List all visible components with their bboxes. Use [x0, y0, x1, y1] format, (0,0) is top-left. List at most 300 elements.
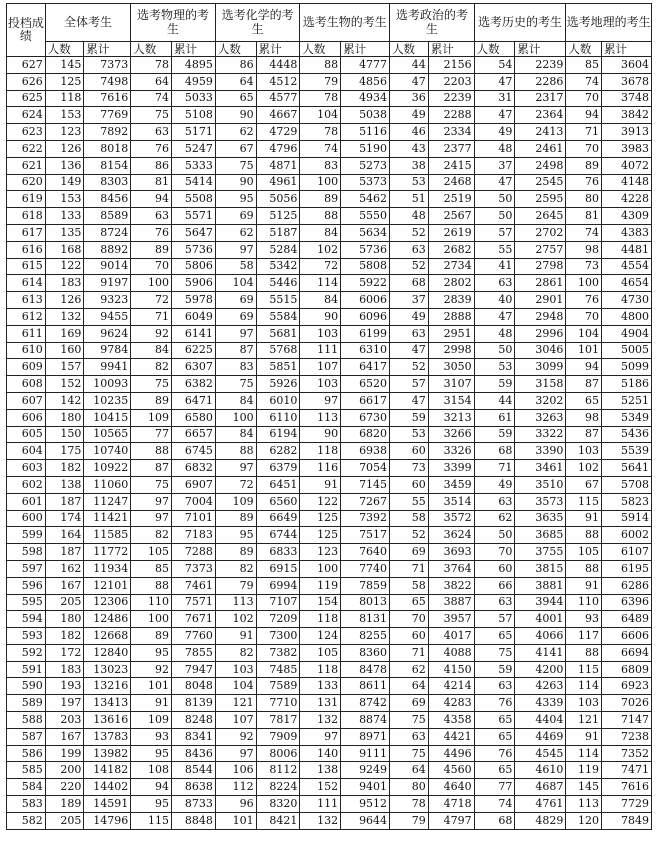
cumulative-cell: 4200 — [515, 661, 566, 678]
cumulative-cell: 7849 — [601, 812, 651, 829]
cumulative-cell: 5708 — [601, 476, 651, 493]
cumulative-cell: 6286 — [601, 577, 651, 594]
count-cell: 97 — [300, 728, 341, 745]
count-cell: 48 — [474, 325, 515, 342]
count-cell: 49 — [390, 107, 429, 124]
count-cell: 52 — [390, 359, 429, 376]
cumulative-cell: 6396 — [601, 594, 651, 611]
table-row — [7, 493, 652, 510]
cumulative-cell: 2798 — [515, 258, 566, 275]
table-row — [7, 292, 652, 309]
cumulative-cell: 5446 — [256, 275, 300, 292]
count-cell: 100 — [300, 560, 341, 577]
count-cell: 55 — [390, 493, 429, 510]
count-cell: 125 — [300, 527, 341, 544]
cumulative-cell: 4959 — [172, 73, 216, 90]
count-cell: 63 — [474, 594, 515, 611]
cumulative-cell: 7267 — [341, 493, 390, 510]
count-cell: 38 — [390, 157, 429, 174]
count-cell: 164 — [45, 527, 84, 544]
count-cell: 91 — [566, 577, 602, 594]
cumulative-cell: 4654 — [601, 275, 651, 292]
cumulative-cell: 10093 — [84, 376, 131, 393]
cumulative-cell: 4148 — [601, 174, 651, 191]
table-row — [7, 628, 652, 645]
cumulative-cell: 7616 — [84, 90, 131, 107]
count-cell: 66 — [474, 577, 515, 594]
count-cell: 109 — [131, 409, 172, 426]
cumulative-cell: 8048 — [172, 678, 216, 695]
cumulative-cell: 4496 — [428, 745, 474, 762]
count-cell: 76 — [566, 292, 602, 309]
cumulative-cell: 4730 — [601, 292, 651, 309]
count-cell: 189 — [45, 796, 84, 813]
count-cell: 88 — [131, 577, 172, 594]
cumulative-cell: 13982 — [84, 745, 131, 762]
count-cell: 59 — [474, 426, 515, 443]
count-cell: 37 — [474, 157, 515, 174]
count-cell: 51 — [390, 191, 429, 208]
cumulative-cell: 3050 — [428, 359, 474, 376]
cumulative-cell: 5187 — [256, 224, 300, 241]
cumulative-cell: 4150 — [428, 661, 474, 678]
count-cell: 183 — [45, 661, 84, 678]
count-cell: 87 — [215, 342, 256, 359]
cumulative-cell: 2317 — [515, 90, 566, 107]
cumulative-cell: 4141 — [515, 644, 566, 661]
count-cell: 132 — [300, 712, 341, 729]
count-cell: 75 — [390, 712, 429, 729]
group-header: 选考物理的考生 — [131, 4, 216, 42]
cumulative-cell: 3815 — [515, 560, 566, 577]
table-row — [7, 157, 652, 174]
count-cell: 153 — [45, 107, 84, 124]
count-cell: 157 — [45, 359, 84, 376]
count-cell: 199 — [45, 745, 84, 762]
count-cell: 65 — [390, 594, 429, 611]
count-cell: 121 — [215, 695, 256, 712]
cumulative-cell: 2519 — [428, 191, 474, 208]
count-cell: 60 — [390, 628, 429, 645]
count-cell: 114 — [300, 275, 341, 292]
cumulative-cell: 7026 — [601, 695, 651, 712]
count-cell: 103 — [300, 376, 341, 393]
cumulative-cell: 3158 — [515, 376, 566, 393]
cumulative-cell: 13783 — [84, 728, 131, 745]
table-row — [7, 560, 652, 577]
score-cell: 589 — [7, 695, 46, 712]
count-cell: 50 — [474, 342, 515, 359]
count-cell: 150 — [45, 426, 84, 443]
score-cell: 592 — [7, 644, 46, 661]
cumulative-cell: 8848 — [172, 812, 216, 829]
count-cell: 113 — [566, 796, 602, 813]
cumulative-cell: 4718 — [428, 796, 474, 813]
cumulative-cell: 9624 — [84, 325, 131, 342]
cumulative-cell: 3510 — [515, 476, 566, 493]
count-cell: 90 — [215, 107, 256, 124]
header-row-groups — [7, 4, 652, 42]
count-cell: 63 — [390, 728, 429, 745]
score-cell: 598 — [7, 544, 46, 561]
count-cell: 75 — [390, 745, 429, 762]
cumulative-cell: 2951 — [428, 325, 474, 342]
count-cell: 74 — [566, 224, 602, 241]
cumulative-cell: 3822 — [428, 577, 474, 594]
cumulative-cell: 5922 — [341, 275, 390, 292]
count-cell: 92 — [131, 325, 172, 342]
cumulative-cell: 7373 — [84, 57, 131, 74]
cumulative-cell: 5906 — [172, 275, 216, 292]
cumulative-cell: 7640 — [341, 544, 390, 561]
score-cell: 624 — [7, 107, 46, 124]
count-cell: 40 — [474, 292, 515, 309]
count-cell: 123 — [300, 544, 341, 561]
count-cell: 205 — [45, 594, 84, 611]
count-cell: 70 — [390, 611, 429, 628]
score-cell: 616 — [7, 241, 46, 258]
cumulative-cell: 5436 — [601, 426, 651, 443]
count-cell: 168 — [45, 241, 84, 258]
count-cell: 74 — [300, 140, 341, 157]
count-cell: 90 — [300, 426, 341, 443]
cumulative-cell: 12840 — [84, 644, 131, 661]
count-cell: 82 — [215, 644, 256, 661]
cumulative-cell: 5641 — [601, 460, 651, 477]
score-cell: 608 — [7, 376, 46, 393]
cumulative-cell: 4072 — [601, 157, 651, 174]
count-cell: 183 — [45, 275, 84, 292]
cumulative-cell: 3573 — [515, 493, 566, 510]
cumulative-cell: 5806 — [172, 258, 216, 275]
count-cell: 63 — [474, 678, 515, 695]
cumulative-cell: 5736 — [172, 241, 216, 258]
count-cell: 64 — [390, 762, 429, 779]
cumulative-cell: 3399 — [428, 460, 474, 477]
count-cell: 100 — [131, 275, 172, 292]
count-cell: 106 — [215, 762, 256, 779]
count-cell: 80 — [390, 779, 429, 796]
cumulative-cell: 6744 — [256, 527, 300, 544]
cumulative-cell: 8892 — [84, 241, 131, 258]
cumulative-cell: 8131 — [341, 611, 390, 628]
cumulative-cell: 6049 — [172, 308, 216, 325]
count-cell: 110 — [131, 594, 172, 611]
count-cell: 109 — [131, 712, 172, 729]
count-cell: 91 — [300, 476, 341, 493]
cumulative-cell: 6141 — [172, 325, 216, 342]
score-cell: 596 — [7, 577, 46, 594]
score-cell: 621 — [7, 157, 46, 174]
cumulative-cell: 7740 — [341, 560, 390, 577]
cumulative-cell: 8018 — [84, 140, 131, 157]
cumulative-cell: 5373 — [341, 174, 390, 191]
cumulative-cell: 6938 — [341, 443, 390, 460]
count-cell: 72 — [131, 292, 172, 309]
cumulative-cell: 10565 — [84, 426, 131, 443]
cumulative-cell: 5414 — [172, 174, 216, 191]
cumulative-cell: 7054 — [341, 460, 390, 477]
count-cell: 52 — [390, 258, 429, 275]
cumulative-cell: 4610 — [515, 762, 566, 779]
count-cell: 79 — [300, 73, 341, 90]
cumulative-cell: 5823 — [601, 493, 651, 510]
score-cell: 612 — [7, 308, 46, 325]
cumulative-cell: 6096 — [341, 308, 390, 325]
cumulative-cell: 2461 — [515, 140, 566, 157]
count-cell: 167 — [45, 728, 84, 745]
cumulative-cell: 8248 — [172, 712, 216, 729]
cumulative-cell: 4283 — [428, 695, 474, 712]
table-row — [7, 812, 652, 829]
count-cell: 104 — [566, 325, 602, 342]
count-cell: 126 — [45, 292, 84, 309]
count-cell: 71 — [566, 124, 602, 141]
count-cell: 52 — [390, 527, 429, 544]
table-row — [7, 241, 652, 258]
cumulative-cell: 3764 — [428, 560, 474, 577]
count-cell: 104 — [300, 107, 341, 124]
count-cell: 162 — [45, 560, 84, 577]
group-header: 选考政治的考生 — [390, 4, 475, 42]
count-cell: 182 — [45, 628, 84, 645]
cumulative-cell: 8456 — [84, 191, 131, 208]
cumulative-cell: 8224 — [256, 779, 300, 796]
count-cell: 65 — [215, 90, 256, 107]
score-cell: 611 — [7, 325, 46, 342]
cumulative-cell: 6006 — [341, 292, 390, 309]
cumulative-cell: 12668 — [84, 628, 131, 645]
cumulative-cell: 6694 — [601, 644, 651, 661]
cumulative-cell: 9941 — [84, 359, 131, 376]
count-cell: 93 — [566, 611, 602, 628]
count-cell: 138 — [300, 762, 341, 779]
cumulative-cell: 7571 — [172, 594, 216, 611]
cumulative-cell: 7671 — [172, 611, 216, 628]
count-subheader: 人数 — [566, 42, 602, 57]
cumulative-cell: 5108 — [172, 107, 216, 124]
count-cell: 118 — [300, 661, 341, 678]
cumulative-cell: 13023 — [84, 661, 131, 678]
count-cell: 200 — [45, 762, 84, 779]
cumulative-cell: 3107 — [428, 376, 474, 393]
cumulative-cell: 7471 — [601, 762, 651, 779]
cumulative-cell: 4481 — [601, 241, 651, 258]
table-row — [7, 90, 652, 107]
cumulative-cell: 3944 — [515, 594, 566, 611]
count-cell: 83 — [215, 359, 256, 376]
cumulative-cell: 2567 — [428, 208, 474, 225]
cumulative-cell: 2468 — [428, 174, 474, 191]
count-cell: 132 — [45, 308, 84, 325]
count-cell: 44 — [390, 57, 429, 74]
count-cell: 145 — [45, 57, 84, 74]
table-row — [7, 140, 652, 157]
count-cell: 87 — [566, 376, 602, 393]
count-cell: 97 — [215, 460, 256, 477]
cumulative-cell: 6110 — [256, 409, 300, 426]
table-row — [7, 443, 652, 460]
count-cell: 63 — [390, 325, 429, 342]
count-cell: 60 — [390, 443, 429, 460]
table-row — [7, 611, 652, 628]
cumulative-cell: 3685 — [515, 527, 566, 544]
count-cell: 153 — [45, 191, 84, 208]
cumulative-cell: 4904 — [601, 325, 651, 342]
score-cell: 610 — [7, 342, 46, 359]
score-cell: 603 — [7, 460, 46, 477]
count-cell: 121 — [566, 712, 602, 729]
count-cell: 54 — [474, 57, 515, 74]
count-cell: 97 — [215, 241, 256, 258]
count-subheader: 人数 — [131, 42, 172, 57]
score-cell: 584 — [7, 779, 46, 796]
count-cell: 88 — [566, 527, 602, 544]
cumulative-cell: 5539 — [601, 443, 651, 460]
table-row — [7, 342, 652, 359]
count-cell: 47 — [474, 174, 515, 191]
count-cell: 75 — [131, 107, 172, 124]
table-row — [7, 527, 652, 544]
cumulative-subheader: 累计 — [428, 42, 474, 57]
cumulative-cell: 3693 — [428, 544, 474, 561]
count-cell: 122 — [300, 493, 341, 510]
cumulative-cell: 2239 — [428, 90, 474, 107]
cumulative-cell: 2802 — [428, 275, 474, 292]
count-cell: 104 — [215, 275, 256, 292]
cumulative-cell: 12306 — [84, 594, 131, 611]
cumulative-cell: 7209 — [256, 611, 300, 628]
table-row — [7, 728, 652, 745]
count-cell: 118 — [45, 90, 84, 107]
cumulative-cell: 6310 — [341, 342, 390, 359]
cumulative-cell: 7859 — [341, 577, 390, 594]
cumulative-cell: 5508 — [172, 191, 216, 208]
table-row — [7, 712, 652, 729]
cumulative-cell: 14591 — [84, 796, 131, 813]
count-cell: 81 — [131, 174, 172, 191]
cumulative-cell: 9014 — [84, 258, 131, 275]
cumulative-cell: 8139 — [172, 695, 216, 712]
cumulative-cell: 5005 — [601, 342, 651, 359]
cumulative-cell: 9512 — [341, 796, 390, 813]
count-cell: 115 — [131, 812, 172, 829]
cumulative-cell: 6994 — [256, 577, 300, 594]
cumulative-cell: 8436 — [172, 745, 216, 762]
count-cell: 104 — [215, 678, 256, 695]
count-cell: 123 — [45, 124, 84, 141]
score-cell: 602 — [7, 476, 46, 493]
cumulative-cell: 9197 — [84, 275, 131, 292]
cumulative-cell: 5914 — [601, 510, 651, 527]
cumulative-cell: 4469 — [515, 728, 566, 745]
score-cell: 604 — [7, 443, 46, 460]
count-cell: 79 — [390, 812, 429, 829]
count-cell: 88 — [131, 443, 172, 460]
cumulative-cell: 6820 — [341, 426, 390, 443]
cumulative-cell: 6002 — [601, 527, 651, 544]
count-cell: 77 — [131, 426, 172, 443]
cumulative-cell: 6833 — [256, 544, 300, 561]
count-cell: 70 — [566, 308, 602, 325]
score-cell: 586 — [7, 745, 46, 762]
group-header: 选考历史的考生 — [474, 4, 566, 42]
table-row — [7, 224, 652, 241]
cumulative-cell: 10235 — [84, 392, 131, 409]
cumulative-cell: 5251 — [601, 392, 651, 409]
count-cell: 96 — [215, 796, 256, 813]
count-cell: 36 — [390, 90, 429, 107]
cumulative-cell: 2156 — [428, 57, 474, 74]
count-cell: 76 — [474, 745, 515, 762]
count-cell: 74 — [131, 90, 172, 107]
cumulative-cell: 5768 — [256, 342, 300, 359]
cumulative-cell: 7517 — [341, 527, 390, 544]
count-cell: 182 — [45, 460, 84, 477]
count-cell: 57 — [474, 611, 515, 628]
cumulative-cell: 3514 — [428, 493, 474, 510]
count-cell: 100 — [566, 275, 602, 292]
cumulative-cell: 6199 — [341, 325, 390, 342]
count-cell: 47 — [474, 107, 515, 124]
cumulative-cell: 4934 — [341, 90, 390, 107]
cumulative-cell: 5190 — [341, 140, 390, 157]
cumulative-cell: 9323 — [84, 292, 131, 309]
count-cell: 73 — [566, 258, 602, 275]
count-cell: 69 — [215, 292, 256, 309]
score-cell: 618 — [7, 208, 46, 225]
cumulative-cell: 4017 — [428, 628, 474, 645]
count-cell: 82 — [131, 359, 172, 376]
cumulative-cell: 5978 — [172, 292, 216, 309]
cumulative-cell: 6730 — [341, 409, 390, 426]
cumulative-cell: 2734 — [428, 258, 474, 275]
count-cell: 119 — [566, 762, 602, 779]
cumulative-cell: 7352 — [601, 745, 651, 762]
score-cell: 623 — [7, 124, 46, 141]
count-cell: 58 — [390, 510, 429, 527]
count-cell: 64 — [215, 73, 256, 90]
count-cell: 58 — [215, 258, 256, 275]
cumulative-cell: 5634 — [341, 224, 390, 241]
cumulative-cell: 9249 — [341, 762, 390, 779]
cumulative-cell: 5515 — [256, 292, 300, 309]
count-cell: 102 — [215, 611, 256, 628]
cumulative-cell: 8874 — [341, 712, 390, 729]
count-cell: 101 — [215, 812, 256, 829]
cumulative-cell: 6225 — [172, 342, 216, 359]
count-cell: 89 — [215, 544, 256, 561]
count-subheader: 人数 — [474, 42, 515, 57]
count-cell: 91 — [566, 728, 602, 745]
table-row — [7, 308, 652, 325]
cumulative-cell: 10740 — [84, 443, 131, 460]
table-row — [7, 409, 652, 426]
count-cell: 111 — [300, 796, 341, 813]
cumulative-cell: 4856 — [341, 73, 390, 90]
cumulative-cell: 7729 — [601, 796, 651, 813]
count-cell: 88 — [300, 57, 341, 74]
count-cell: 71 — [474, 460, 515, 477]
count-cell: 118 — [300, 611, 341, 628]
table-body — [7, 57, 652, 830]
count-cell: 103 — [566, 443, 602, 460]
count-cell: 53 — [390, 174, 429, 191]
score-cell: 613 — [7, 292, 46, 309]
count-cell: 142 — [45, 392, 84, 409]
count-cell: 105 — [131, 544, 172, 561]
count-cell: 64 — [131, 73, 172, 90]
